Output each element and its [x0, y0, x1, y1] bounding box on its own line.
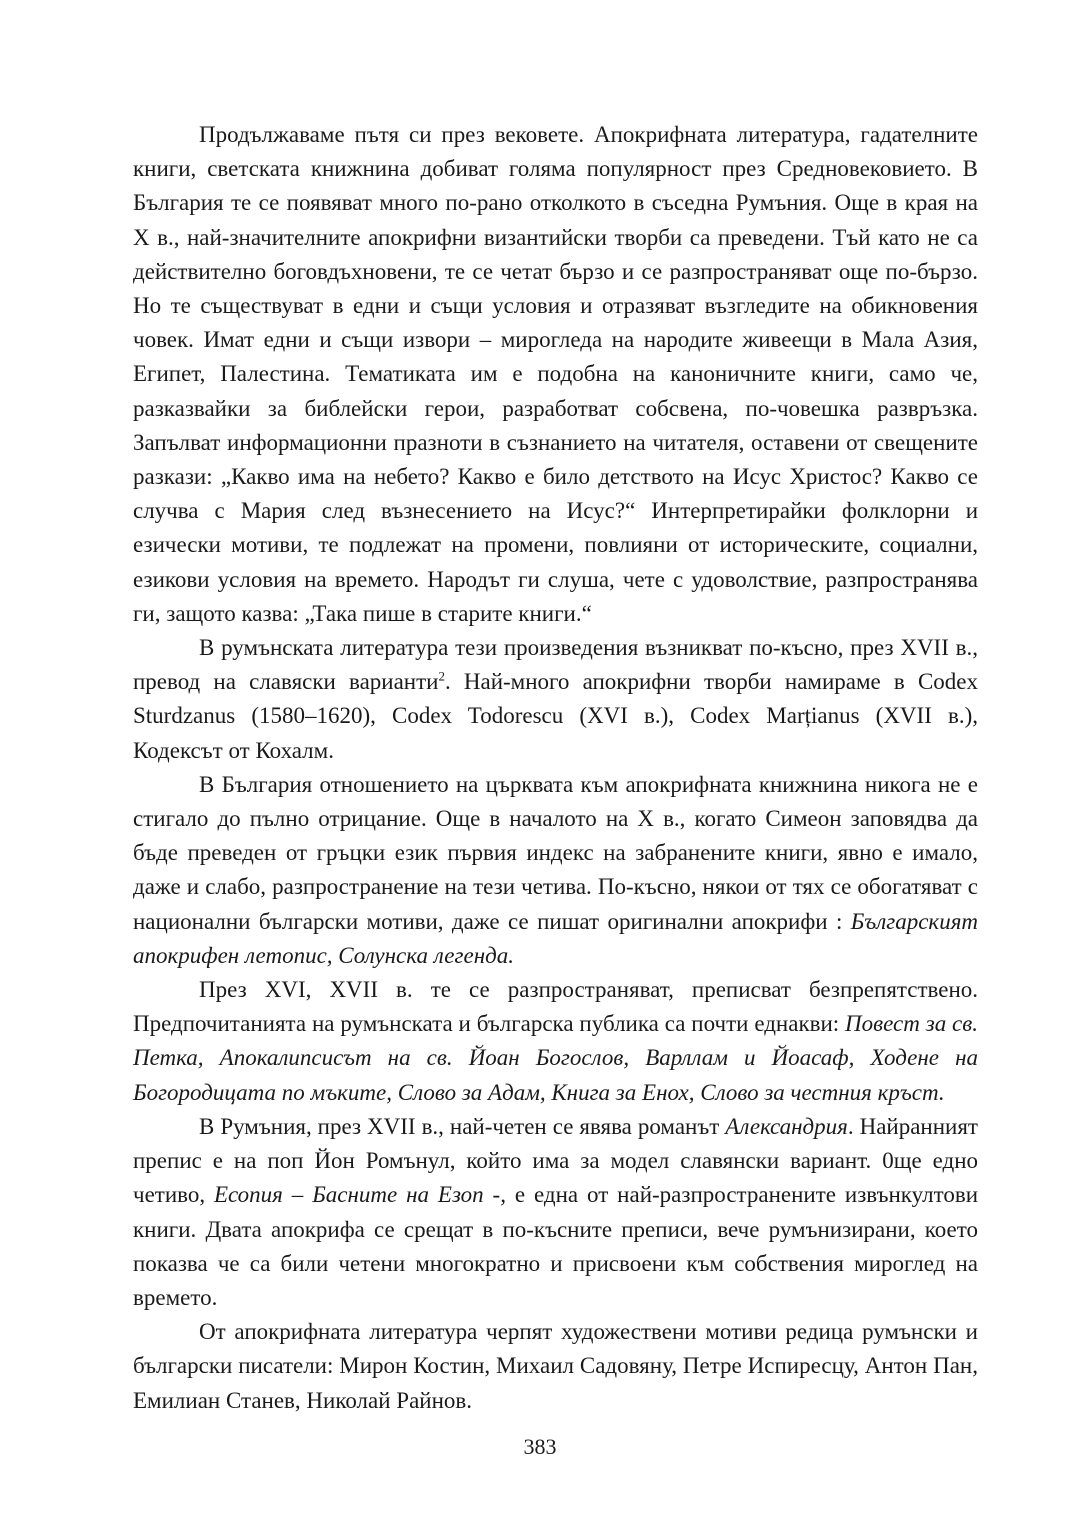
- paragraph-6: От апокрифната литература черпят художествени мотиви редица румънски и български писатели: Мирон Костин, Михаил Садовяну, Петре Испиресцу, Антон Пан, Емилиан Станев, Николай Райнов.: [133, 1319, 978, 1413]
- paragraph-4-text: През XVI, XVII в. те се разпространяват, преписват безпрепятствено. Предпочитанията на румънската и българска публика са почти еднакви:: [133, 977, 978, 1037]
- paragraph-2-text-start: В румънската литература тези произведения възникват по-късно, през XVII в., превод на славяски варианти: [133, 635, 978, 695]
- paragraph-4-italic-titles: Повест за св. Петка, Апокалипсисът на св. Йоан Богослов, Варллам и Йоасаф, Ходене на Богородицата по мъките, Слово за Адам, Книга за Енох, Слово за честния кръст.: [133, 1011, 979, 1105]
- paragraph-5-italic-title-b: Есопия – Басните на Езоп -,: [214, 1182, 506, 1208]
- paragraph-5-italic-title-a: Александрия: [725, 1113, 848, 1139]
- paragraph-1: Продължаваме пътя си през вековете. Апокрифната литература, гадателните книги, светската книжнина добиват голяма популярност през Средновековието. В България те се появяват много по-рано отколкото в съседна Румъния. Още в края на X в., най-значителните апокрифни византийски творби са преведени. Тъй като не са действително боговдъхновени, те се четат бързо и се разпространяват още по-бързо. Но те съществуват в едни и същи условия и отразяват възгледите на обикновения човек. Имат едни и същи извори – мирогледа на народите живеещи в Мала Азия, Египет, Палестина. Тематиката им е подобна на каноничните книги, само че, разказвайки за библейски герои, разработват собсвена, по-човешка развръзка. Запълват информационни празноти в съзнанието на читателя, оставени от свещените разкази: „Какво има на небето? Какво е било детството на Исус Христос? Какво се случва с Мария след възнесението на Исус?“ Интерпретирайки фолклорни и езически мотиви, те подлежат на промени, повлияни от историческите, социални, езикови условия на времето. Народът ги слуша, чете с удоволствие, разпространява ги, защото казва: „Така пише в старите книги.“: [133, 122, 978, 626]
- document-body: [133, 118, 978, 1418]
- paragraph-4: [133, 973, 978, 1110]
- paragraph-3-text: В България отношението на църквата към апокрифната книжнина никога не е стигало до пълно отрицание. Още в началото на X в., когато Симеон заповядва да бъде преведен от гръцки език първия индекс на забранените книги, явно е имало, даже и слабо, разпространение на тези четива. По-късно, някои от тях се обогатяват с национални български мотиви, даже се пишат оригинални апокрифи :: [133, 771, 978, 934]
- paragraph-3-italic-titles: Българският апокрифен летопис, Солунска легенда.: [133, 908, 978, 968]
- paragraph-5-text-c: е една от най-разпространените извънкултови книги. Двата апокрифа се срещат в по-късните преписи, вече румънизирани, което показва че са били четени многократно и присвоени към собствения мироглед на времето.: [133, 1182, 979, 1310]
- footnote-reference[interactable]: 2: [438, 668, 445, 684]
- paragraph-5-text-a: В Румъния, през XVII в., най-четен се явява романът: [199, 1113, 726, 1139]
- paragraph-5-text-b: . Найранният препис е на поп Йон Ромънул, който има за модел славянски вариант. 0ще едно четиво,: [133, 1113, 978, 1208]
- paragraph-3: [133, 768, 978, 973]
- page-number: 383: [523, 1434, 557, 1459]
- paragraph-2: [133, 631, 978, 768]
- paragraph-2-text-end: . Най-много апокрифни творби намираме в Codex Sturdzanus (1580–1620), Codex Todorescu (XVI в.), Codex Marțianus (XVII в.), Кодексът от Кохалм.: [133, 669, 978, 763]
- paragraph-5: [133, 1110, 978, 1315]
